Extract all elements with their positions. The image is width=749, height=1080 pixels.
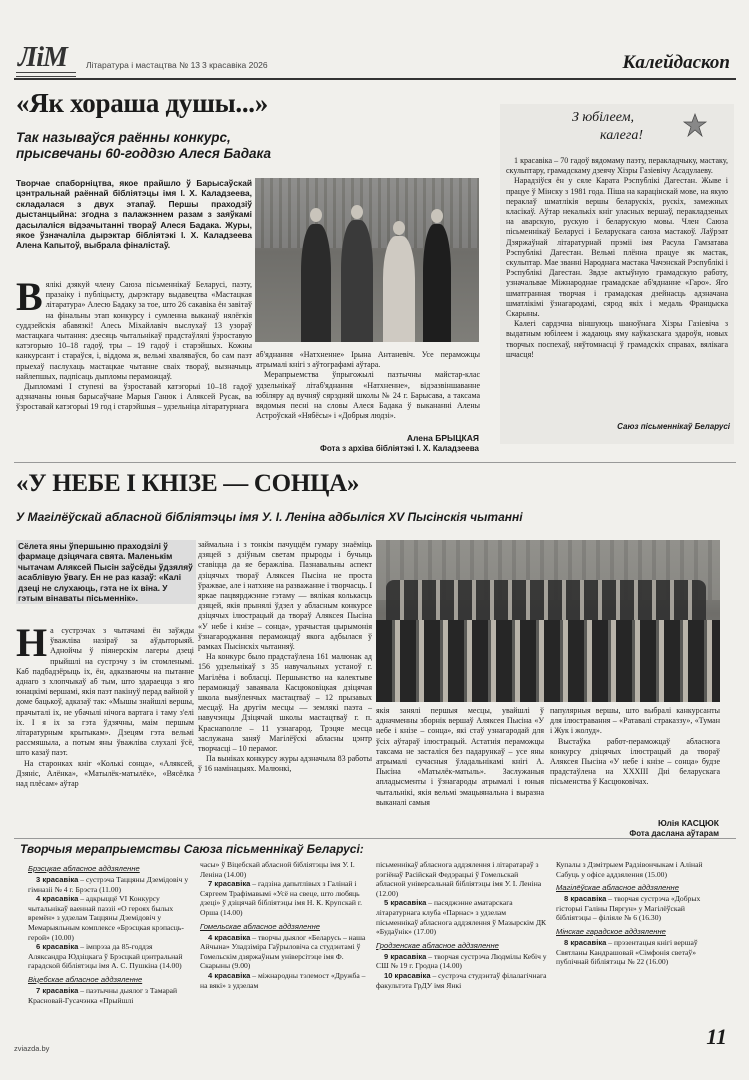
events-col3	[376, 860, 548, 990]
article1-col2-text: аб'яднання «Натхненне» Ірына Антаневіч. Усе пераможцы атрымалі кнігі з аўтографамі аўтара.	[256, 350, 480, 370]
event-text: – пасяджэнне аматарскага літаратурнага клуба «Парнас» з удзелам пісьменнікаў абласнога аддзялення ў Мазырскім ДК «Будаўнік» (17.00)	[376, 898, 547, 937]
article1-author: Алена БРЫЦКАЯ	[406, 433, 479, 443]
events-region-heading: Мінскае гарадское аддзяленне	[556, 926, 666, 936]
jubilee-heading-1: З юбілеем,	[572, 110, 635, 125]
header-rule	[14, 78, 736, 80]
event-item	[28, 986, 192, 1005]
event-text: – міжнародны тэлемост «Дружба – на вякі» з удзелам	[200, 970, 366, 990]
article1-subtitle: Так называўся раённы конкурс, прысвечаны 60-годдзю Алеся Бадака	[16, 130, 272, 161]
events-col4	[556, 860, 716, 967]
event-date: 4 красавіка	[208, 932, 251, 942]
event-item	[200, 971, 368, 990]
event-date: 7 красавіка	[208, 879, 251, 889]
event-item	[556, 860, 716, 879]
person-head	[431, 209, 443, 223]
event-item	[376, 860, 548, 898]
article1-photo	[255, 178, 479, 342]
article2-col1b-text: На старонках кніг «Колькі сонца», «Аляксей, Дзяніс, Алёнка», «Матылёк-матылёк», «Вясёлка над плёсам» аўтар	[16, 758, 194, 789]
article2-col1	[16, 620, 194, 789]
event-item	[28, 942, 192, 971]
events-region-heading: Магілёўскае абласное аддзяленне	[556, 883, 679, 893]
article2-col3	[376, 706, 544, 808]
article2-col4-text: папулярныя вершы, што выбралі канкурсанты для ілюстравання – «Ратавалі страказзу», «Туман і Жук і жолуд».	[550, 706, 720, 736]
article1-dropcap: В	[16, 274, 43, 319]
article2-col4b-text: Выстаўка работ-пераможцаў абласнога конкурсу дзіцячых ілюстрацый да твораў Аляксея Пысіна «У небе і кнізе – сонца» будзе прадстаўлена на ХХХІІІ Дні беларускага пісьменства ў Касцюковічах.	[550, 736, 720, 787]
flower-icon	[682, 112, 708, 138]
jubilee-text	[506, 156, 728, 360]
events-region-heading: Брэсцкае абласное аддзяленне	[28, 864, 140, 873]
event-item	[28, 875, 192, 894]
event-date: 8 красавіка	[564, 937, 607, 947]
event-date: 7 красавіка	[36, 985, 79, 995]
event-item	[556, 894, 716, 923]
event-text: – адкрыццё VI Конкурсу чытальнікаў ваеннай паэзіі «О героях былых времён» з удзелам Таццяны Дземідовіч у Мемарыяльным комплексе «Брэсцкая крэпасць-герой» (10.00)	[28, 894, 184, 942]
event-date: 10 красавіка	[384, 970, 431, 980]
event-text: – сустрэча Таццяны Дземідовіч у гімназіі № 4 г. Брэста (11.00)	[28, 875, 189, 894]
footer-site[interactable]: zviazda.by	[14, 1044, 50, 1053]
event-text: – сустрэча студэнтаў філалагічнага факультэта ГрДУ імя Янкі	[376, 970, 547, 990]
events-rule	[14, 838, 736, 839]
person	[341, 220, 373, 342]
events-region-heading: Гродзенскае абласное аддзяленне	[376, 940, 499, 950]
event-text: – творчая сустрэча «Добрых гісторыі Галіны Пяргун» у Магілёўскай бібліятэцы – філіяле № 6 (16.30)	[556, 894, 701, 923]
jubilee-heading-2: калега!	[600, 128, 643, 143]
event-date: 4 красавіка	[36, 894, 79, 904]
event-text: – гадзіна дапытлівых з Галінай і Сяргеем Трафімавымі «Усё на свеце, што любяць дзеці» ў дзіцячай бібліятэцы імя Н. К. Крупскай г. Орша (14.00)	[200, 879, 363, 917]
article1-col2b-text: Мерапрыемства ўпрыгожылі пазтычны майстар-клас удзельнікаў літаб'яднання «Натхненне», відэазвіншаванне юбіляру ад вучняў сярэдняй школы № 24 г. Барысава, а таксама вядомыя песні на словы Алеся Бадака ў выкананні Алены Астроўскай «Нябёсы» і «Добрыя людзі».	[256, 370, 480, 421]
event-text: – творчая сустрэча Людмілы Кебіч у СШ № 19 г. Гродна (14.00)	[376, 951, 547, 971]
article2-col2c-text: Па выніках конкурсу журы адзначыла 83 работы ў 16 намінацыях. Малюнкі,	[198, 754, 372, 774]
event-date: 9 красавіка	[384, 951, 427, 961]
event-text: Купалы з Дзмітрыем Радзівончыкам і Алінай Сабуць у офісе аддзялення (15.00)	[556, 860, 703, 879]
event-date: 3 красавіка	[36, 875, 79, 884]
article2-subtitle: У Магілёўскай абласной бібліятэцы імя У. І. Леніна адбыліся XV Пысінскія чытанні	[16, 510, 523, 524]
section-rule	[14, 462, 736, 463]
page-number: 11	[706, 1024, 727, 1049]
person-head	[310, 208, 322, 222]
event-date: 5 красавіка	[384, 898, 427, 908]
events-col1	[28, 860, 192, 1005]
logo-wave	[16, 72, 76, 77]
group-row-front	[376, 620, 720, 702]
event-text: часы» ў Віцебскай абласной бібліятэцы імя У. І. Леніна (14.00)	[200, 860, 355, 879]
article2-col2b-text: На конкурс было прадстаўлена 161 малюнак ад 156 удзельнікаў з 35 навучальных устаноў г. Магілёва і вобласці. Першынство на калектыве пераможцаў заваявала Касцюковіцкая дзіцячая школа выяўленчых мастацтваў – 12 прызавых месцаў. На другім месцы — землякі паэта – навучэнцы Дзіцячай школы мастацтваў г. п. Краснаполле – 11 узнагарод. Трэцяе месца заслужана заняў Магілёўскі абласны цэнтр творчасці – 10 перамог.	[198, 652, 372, 754]
article2-author: Юлія КАСЦЮК	[657, 818, 719, 828]
person	[423, 224, 451, 342]
person-head	[351, 205, 363, 219]
person	[383, 236, 415, 342]
article2-col2-text: займальна і з тонкім пачуццём гумару знаёміць дзяцей з дзіўным светам прыроды і бучыць ставіцца да яе беражліва. Пазнавальны аспект дзіцячых твораў Аляксея Пысіна не проста ўражвае, але і натхняе на разважанне і творчасць. І яркае пацвярджэнне гэтаму — вялікая колькасць дзяцей, якія прынялі ўдзел у абласным конкурсе дзіцячых ілюстрацый да твораў Аляксея Пысіна «У небе і кнізе – сонца», урачыстая цырымонія ўзнагароджання пераможцаў якога адбылася ў рамках Пысінскіх чытанняў.	[198, 540, 372, 652]
event-text: – прэзентацыя кнігі вершаў Святланы Кандрашовай «Сімфонія светаў» публічнай бібліятэцы № 22 (16.00)	[556, 937, 698, 967]
event-date: 4 красавіка	[208, 970, 251, 980]
events-region-heading: Віцебскае абласное аддзяленне	[28, 974, 143, 984]
article2-col2	[198, 540, 372, 775]
events-title: Творчыя мерапрыемствы Саюза пісьменнікаў Беларусі:	[20, 842, 364, 856]
article1-title: «Як хораша душы...»	[16, 88, 268, 118]
event-text: – імпрэза да 85-годдзя Аляксандра Юдзіцкага ў Брэсцкай цэнтральнай гарадской бібліятэцы імя А. С. Пушкіна (14.00)	[28, 942, 183, 971]
jubilee-p3: Калегі сардэчна віншуюць шаноўнага Хізры Газіевіча з выдатным юбілеем і жадаюць яму каўказскага здароўя, новых творчых поспехаў, няўтомнасці ў грамадскіх справах, вялікага шчасця!	[506, 319, 728, 359]
article2-col3-text: якія занялі першыя месцы, увайшлі ў адначменны зборнік вершаў Аляксея Пысіна «У небе і кнізе – сонца», які стаў узнагародай для ўсіх аўтараў ілюстрацый. Астатнія пераможцы таксама не засталіся без падарункаў – усе яны атрымалі сучасныя ўладальнікамі кнігі А. Пысіна «Матылёк-матыль». Заслужаныя апладысменты і ўзнагароды атрымалі і юныя чытальнікі, якія вельмі эмацыянальна і выразна выканалі самыя	[376, 706, 544, 807]
event-item	[376, 971, 548, 990]
issue-date: 3 красавіка 2026	[202, 60, 268, 70]
section-title: Калейдаскоп	[622, 52, 730, 73]
event-item	[200, 879, 368, 917]
event-item	[200, 933, 368, 971]
event-item	[28, 894, 192, 942]
masthead	[14, 42, 736, 82]
article2-col4	[550, 706, 720, 788]
article1-col1b-text: Дыпломамі І ступені ва ўзроставай катэгорыі 10–18 гадоў адзначаны юныя барысаўчане Марыя Ганюк і Аляксей Русак, ва ўзроставай катэгорыі 19 год і старэйшыя – удзельніца літаратурнага	[16, 382, 252, 412]
events-region-heading: Гомельскае абласное аддзяленне	[200, 921, 320, 931]
events-col2	[200, 860, 368, 990]
publication-name: Літаратура і мастацтва № 13	[86, 60, 201, 70]
article2-photo-credit: Фота даслана аўтарам	[629, 829, 719, 838]
event-item	[376, 952, 548, 971]
person-head	[393, 221, 405, 235]
event-item	[556, 938, 716, 967]
person	[301, 224, 331, 342]
article2-title: «У НЕБЕ І КНІЗЕ — СОНЦА»	[16, 470, 360, 497]
article2-dropcap: Н	[16, 620, 48, 665]
article1-photo-credit: Фота з архіва бібліятэкі І. Х. Каладзеева	[320, 444, 479, 453]
article1-lead: Творчае спаборніцтва, якое прайшло ў Барысаўскай цэнтральнай раённай бібліятэцы імя І. Х. Каладзеева, складалася з двух этапаў. Першы праходзіў дыстанцыйна: згодна з палажэннем разам з заяўкамі дасылаліся відэачытанні твораў Алеся Бадака. Журы, якое ўзначаліла дырэктар бібліятэкі І. Х. Каладзеева Алена Капытоў, выбрала фіналістаў.	[16, 178, 252, 251]
event-text: – паэтычны дыялог з Тамарай Красновай-Гусачэнка «Прыйшлі	[28, 985, 178, 1005]
article2-col1-text: а сустрэчах з чытачамі ён заўжды ўважліва назіраў за аўдыторыяй. Аднойчы ў піянерскім лагеры дзеці прыйшлі на сустрэчу з ім стомленымі. Каб падбадзёрыць іх, ён, адказваючы на пытанне аднаго з хлопчыкаў аб тым, што здараецца з яго юнацкімі вершамі, якія паэт пакінуў перад вайной у доме бацькоў, адказаў так: «Мышы знайшлі вершы, прачыталі іх, не убачылі нічога вартага і таму з'елі іх. І я іх за гэта ўдзячны, маім першым літаратурным крытыкам». Дзецям гэта вельмі рассмяшыла, а потым яны ўважліва слухалі ўсё, што казаў паэт.	[16, 626, 194, 758]
event-item	[200, 860, 368, 879]
article1-col1	[16, 274, 252, 413]
event-item	[376, 898, 548, 936]
event-text: – творчы дыялог «Беларусь – наша Айчына» Уладзіміра Гаўрыловіча са студэнтамі ў Гомельскім дзяржаўным універсітэце імя Ф. Скарыны (9.00)	[200, 932, 366, 971]
article1-col2	[256, 350, 480, 421]
jubilee-p2: Нарадзіўся ён у сяле Карата Рэспублікі Дагестан. Жыве і працуе ў Мінску з 1981 года. Піша на карацінскай мове, на якую пераклаў шматлікія вершы беларускіх, рускіх, замежных класікаў. Аўтар некалькіх кніг уласных вершаў, перакладзеных на аварскую, рускую і беларускую мовы. Член Саюза пісьменнікаў Беларусі і Беларускага саюза мастакоў. Лаўрэат Дзяржаўнай літаратурнай прэміі імя Расула Гамзатава Рэспублікі Дагестан. Вельмі плённа працуе як мастак, скульптар. Мае званні Народнага мастака Чачэнскай Рэспублікі і Рэспублікі Дагестан. Звдзе актыўную грамадскую работу, узначальвае Міжнароднае грамадскае аб'яднанне «Гаро». Яго шматгранная творчая і грамадская дзейнасць адзначана шматлікімі ўзнагародамі, сярод якіх і медаль Францыска Скарыны.	[506, 176, 728, 319]
event-text: пісьменнікаў абласнога аддзялення і літаратараў з рэгіёнаў Расійскай Федэрацыі ў Гомельскай абласной універсальнай бібліятэцы імя У. І. Леніна (12.00)	[376, 860, 542, 898]
jubilee-p1: 1 красавіка – 70 гадоў вядомаму паэту, перакладчыку, мастаку, скульптару, грамадскаму дзеячу Хізры Газіевічу Асадулаеву.	[506, 156, 728, 176]
event-date: 8 красавіка	[564, 894, 607, 904]
jubilee-signature: Саюз пісьменнікаў Беларусі	[617, 422, 730, 431]
jubilee-box	[500, 104, 734, 444]
article2-lead: Сёлета яны ўпершыню праходзілі ў фармаце дзіцячага свята. Маленькім чытачам Аляксей Пысін заўсёды ўдзяляў асаблівую ўвагу. Ён не раз казаў: «Калі дзеці не слухаюць, гэта не іх віна. У гэтым вінаваты пісьменнік».	[16, 540, 196, 604]
article2-photo	[376, 540, 720, 702]
lim-logo: ЛіМ	[18, 42, 67, 73]
event-date: 6 красавіка	[36, 942, 79, 952]
article1-col1-text: ялікі дзякуй члену Саюза пісьменнікаў Беларусі, паэту, празаіку і публіцысту, дырэктару выдавецтва «Мастацкая літаратура» Алесю Бадаку за тое, што 26 сакавіка ён завітаў на фінальны этап конкурсу і сумленна выканаў нялёгкія суддзейскія абавязкі! Алесь Міхайлавіч выслухаў 13 узораў мастацкага чытання: дзесяць чытальнікаў прадстаўлялі ўзроставую катэгорыю 10–18 гадоў, тры – 19 гадоў і старэйшых. Кожны канкурсант і стараўся, і, віддома ж, вельмі хваляваўся, бо сам паэт прыехаў паслухаць мастацкае чытанне сваіх твораў, вызначыць найлепшых, падпісаць дыпломы пераможцаў.	[16, 280, 252, 381]
